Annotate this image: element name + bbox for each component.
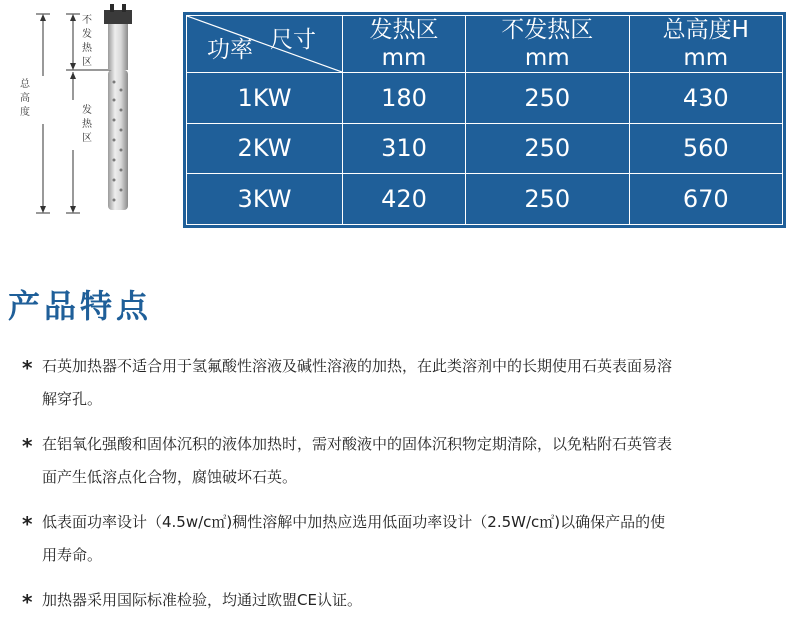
feature-text-line: 面产生低溶点化合物，腐蚀破坏石英。 xyxy=(42,468,298,486)
cell-total-height: 560 xyxy=(629,123,782,174)
header-heating-zone: 发热区 mm xyxy=(343,16,466,73)
corner-header-cell xyxy=(187,16,343,73)
cell-power: 2KW xyxy=(187,123,343,174)
list-item xyxy=(22,350,782,416)
section-title: 产品特点 xyxy=(8,287,153,325)
asterisk-icon: * xyxy=(22,434,33,458)
table-row xyxy=(187,174,783,225)
cell-total-height: 670 xyxy=(629,174,782,225)
header-non-heating-zone: 不发热区 mm xyxy=(466,16,629,73)
asterisk-icon: * xyxy=(22,356,33,380)
corner-dimension-label: 尺寸 xyxy=(270,27,316,53)
heater-diagram xyxy=(0,0,175,225)
heating-zone-label: 发热区 xyxy=(82,105,92,144)
list-item xyxy=(22,428,782,494)
cell-heating-zone: 420 xyxy=(343,174,466,225)
feature-text-line: 加热器采用国际标准检验，均通过欧盟CE认证。 xyxy=(42,591,362,609)
cell-total-height: 430 xyxy=(629,73,782,124)
feature-text-line: 石英加热器不适合用于氢氟酸性溶液及碱性溶液的加热，在此类溶剂中的长期使用石英表面易溶 xyxy=(42,357,673,375)
corner-power-label: 功率 xyxy=(207,37,253,63)
feature-text-line: 低表面功率设计（4.5w/c㎡)稠性溶解中加热应选用低面功率设计（2.5W/c㎡)以确保产品的使 xyxy=(42,513,666,531)
total-height-label: 总高度 xyxy=(20,79,30,118)
asterisk-icon: * xyxy=(22,590,33,614)
header-total-height: 总高度H mm xyxy=(629,16,782,73)
spec-table xyxy=(183,12,786,228)
cell-non-heating-zone: 250 xyxy=(466,174,629,225)
cell-heating-zone: 180 xyxy=(343,73,466,124)
asterisk-icon: * xyxy=(22,512,33,536)
cell-non-heating-zone: 250 xyxy=(466,73,629,124)
cell-heating-zone: 310 xyxy=(343,123,466,174)
feature-text-line: 用寿命。 xyxy=(42,546,103,564)
list-item xyxy=(22,584,782,617)
table-header-row xyxy=(187,16,783,73)
feature-list xyxy=(22,350,782,629)
table-row xyxy=(187,123,783,174)
cell-non-heating-zone: 250 xyxy=(466,123,629,174)
feature-text-line: 在铝氧化强酸和固体沉积的液体加热时，需对酸液中的固体沉积物定期清除，以免粘附石英管表 xyxy=(42,435,673,453)
feature-text-line: 解穿孔。 xyxy=(42,390,103,408)
list-item xyxy=(22,506,782,572)
non-heating-zone-label: 不发热区 xyxy=(82,15,92,68)
cell-power: 3KW xyxy=(187,174,343,225)
cell-power: 1KW xyxy=(187,73,343,124)
table-row xyxy=(187,73,783,124)
